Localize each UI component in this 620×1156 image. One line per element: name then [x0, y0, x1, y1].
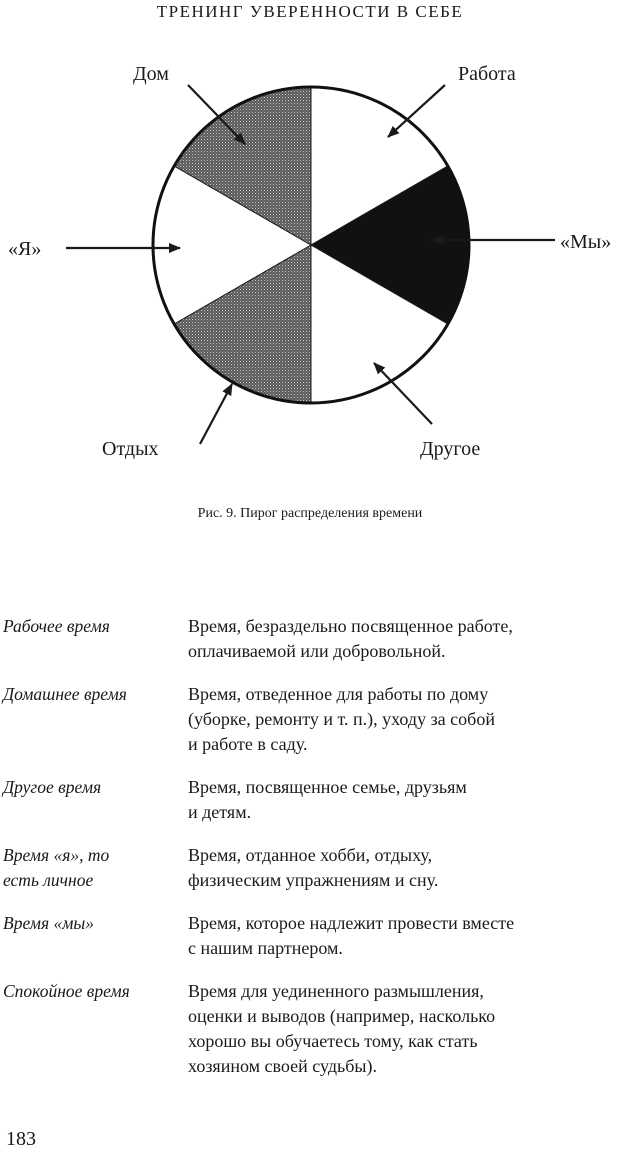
- def-line: Время, которое надлежит провести вместе: [188, 913, 515, 933]
- def-line: Время для уединенного размышления,: [188, 981, 484, 1001]
- glossary-definition: [188, 614, 613, 664]
- term-line: Другое время: [3, 777, 102, 797]
- time-pie-diagram: [0, 40, 620, 480]
- label-home: Дом: [133, 63, 169, 85]
- time-pie-figure: [0, 40, 620, 480]
- def-line: хорошо вы обучаетесь тому, как стать: [188, 1031, 478, 1051]
- glossary-term: [3, 911, 188, 961]
- glossary-definition: [188, 911, 613, 961]
- glossary-entry: [3, 911, 613, 961]
- def-line: Время, отданное хобби, отдыху,: [188, 845, 433, 865]
- glossary-entry: [3, 843, 613, 893]
- label-me: «Я»: [8, 238, 42, 260]
- def-line: оплачиваемой или добровольной.: [188, 641, 446, 661]
- glossary-entry: [3, 979, 613, 1079]
- label-work: Работа: [458, 63, 516, 85]
- term-line: Спокойное время: [3, 981, 130, 1001]
- figure-caption: Рис. 9. Пирог распределения времени: [197, 506, 423, 521]
- glossary-entry: [3, 614, 613, 664]
- def-line: (уборке, ремонту и т. п.), уходу за собой: [188, 709, 495, 729]
- time-glossary: [3, 614, 613, 1097]
- glossary-term: [3, 614, 188, 664]
- def-line: Время, отведенное для работы по дому: [188, 684, 489, 704]
- glossary-term: [3, 682, 188, 757]
- def-line: и детям.: [188, 802, 252, 822]
- def-line: и работе в саду.: [188, 734, 308, 754]
- glossary-definition: [188, 843, 613, 893]
- glossary-term: [3, 843, 188, 893]
- label-we: «Мы»: [560, 231, 612, 253]
- glossary-entry: [3, 682, 613, 757]
- label-rest: Отдых: [102, 438, 159, 460]
- def-line: Время, посвященное семье, друзьям: [188, 777, 467, 797]
- term-line: Время «мы»: [3, 913, 94, 933]
- glossary-definition: [188, 682, 613, 757]
- term-line: есть личное: [3, 870, 94, 890]
- def-line: Время, безраздельно посвященное работе,: [188, 616, 513, 636]
- label-other: Другое: [420, 438, 481, 460]
- arrow-rest: [200, 384, 232, 444]
- page-number: 183: [6, 1128, 36, 1150]
- def-line: хозяином своей судьбы).: [188, 1056, 377, 1076]
- glossary-definition: [188, 775, 613, 825]
- def-line: с нашим партнером.: [188, 938, 343, 958]
- term-line: Домашнее время: [3, 684, 127, 704]
- def-line: физическим упражнениям и сну.: [188, 870, 439, 890]
- glossary-entry: [3, 775, 613, 825]
- glossary-term: [3, 979, 188, 1079]
- def-line: оценки и выводов (например, насколько: [188, 1006, 496, 1026]
- term-line: Рабочее время: [3, 616, 110, 636]
- glossary-term: [3, 775, 188, 825]
- glossary-definition: [188, 979, 613, 1079]
- term-line: Время «я», то: [3, 845, 110, 865]
- running-head: ТРЕНИНГ УВЕРЕННОСТИ В СЕБЕ: [156, 2, 464, 21]
